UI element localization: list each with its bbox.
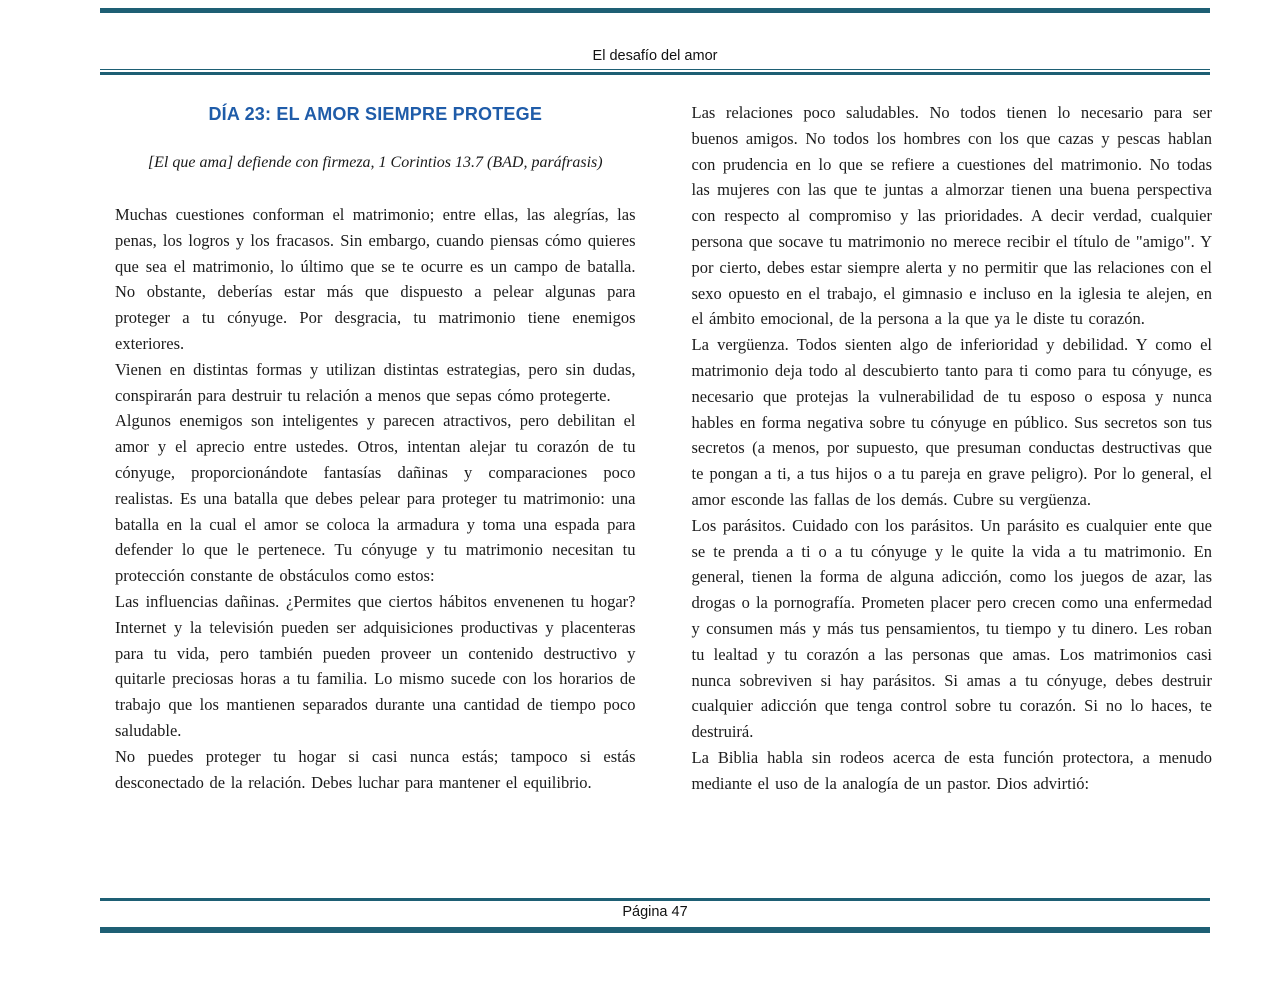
paragraph: Vienen en distintas formas y utilizan distintas estrategias, pero sin dudas, conspirarán para destruir tu relación a menos que sepas cómo protegerte. (115, 359, 636, 405)
page-content (115, 100, 1212, 797)
paragraph: Los parásitos. Cuidado con los parásitos. Un parásito es cualquier ente que se te prenda a ti o a tu cónyuge y le quite la vida a tu matrimonio. En general, tienen la forma de alguna adicción, como los juegos de azar, las drogas o la pornografía. Prometen placer pero crecen como una enfermedad y consumen más y más tus pensamientos, tu tiempo y tu dinero. Les roban tu lealtad y tu corazón a las personas que amas. Los matrimonios casi nunca sobreviven si hay parásitos. Si amas a tu cónyuge, debes destruir cualquier adicción que tenga control sobre tu corazón. Si no lo haces, te destruirá. (691, 515, 1212, 742)
footer-rule (100, 898, 1210, 901)
chapter-title: DÍA 23: EL AMOR SIEMPRE PROTEGE (208, 104, 543, 124)
paragraph: Muchas cuestiones conforman el matrimonio; entre ellas, las alegrías, las penas, los logros y los fracasos. Sin embargo, cuando piensas cómo quieres que sea el matrimonio, lo último que se te ocurre es un campo de batalla. No obstante, deberías estar más que dispuesto a pelear algunas para proteger a tu cónyuge. Por desgracia, tu matrimonio tiene enemigos exteriores. (115, 205, 636, 353)
bottom-accent-bar (100, 927, 1210, 933)
paragraph: La Biblia habla sin rodeos acerca de esta función protectora, a menudo mediante el uso de la analogía de un pastor. Dios advirtió: (691, 747, 1212, 793)
paragraph: Las relaciones poco saludables. No todos tienen lo necesario para ser buenos amigos. No todos los hombres con los que cazas y pescas hablan con prudencia en lo que se refiere a cuestiones del matrimonio. No todas las mujeres con las que te juntas a almorzar tienen una buena perspectiva con respecto al compromiso y las prioridades. A decir verdad, cualquier persona que socave tu matrimonio no merece recibir el título de "amigo". Y por cierto, debes estar siempre alerta y no permitir que las relaciones con el sexo opuesto en el trabajo, el gimnasio e incluso en la iglesia te alejen, en el ámbito emocional, de la persona a la que ya le diste tu corazón. (691, 103, 1212, 329)
footer-page-number: Página 47 (622, 904, 688, 920)
right-paragraphs (692, 100, 1213, 797)
left-paragraphs (115, 202, 636, 795)
scripture-epigraph: [El que ama] defiende con firmeza, 1 Corintios 13.7 (BAD, paráfrasis) (147, 154, 603, 171)
paragraph: Las influencias dañinas. ¿Permites que ciertos hábitos envenenen tu hogar? Internet y la televisión pueden ser adquisiciones productivas y placenteras para tu vida, pero también pueden proveer un contenido destructivo y quitarle preciosas horas a tu familia. Lo mismo sucede con los horarios de trabajo que los mantienen separados durante una cantidad de tiempo poco saludable. (115, 591, 636, 740)
column-right (692, 100, 1213, 797)
header-title: El desafío del amor (592, 48, 718, 64)
paragraph: La vergüenza. Todos sienten algo de inferioridad y debilidad. Y como el matrimonio deja todo al descubierto tanto para ti como para tu cónyuge, es necesario que protejas la vulnerabilidad de tu esposo o esposa y nunca hables en forma negativa sobre tu cónyuge en público. Sus secretos son tus secretos (a menos, por supuesto, que presuman conductas destructivas que te pongan a ti, a tus hijos o a tu pareja en grave peligro). Por lo general, el amor esconde las fallas de los demás. Cubre su vergüenza. (691, 335, 1212, 509)
header-rule (100, 69, 1210, 75)
paragraph: Algunos enemigos son inteligentes y parecen atractivos, pero debilitan el amor y el aprecio entre ustedes. Otros, intentan alejar tu corazón de tu cónyuge, proporcionándote fantasías dañinas y comparaciones poco realistas. Es una batalla que debes pelear para proteger tu matrimonio: una batalla en la cual el amor se coloca la armadura y toma una espada para defender lo que le pertenece. Tu cónyuge y tu matrimonio necesitan tu protección constante de obstáculos como estos: (115, 411, 636, 586)
paragraph: No puedes proteger tu hogar si casi nunca estás; tampoco si estás desconectado de la relación. Debes luchar para mantener el equilibrio. (115, 746, 636, 792)
top-accent-bar (100, 8, 1210, 13)
column-left (115, 100, 636, 797)
